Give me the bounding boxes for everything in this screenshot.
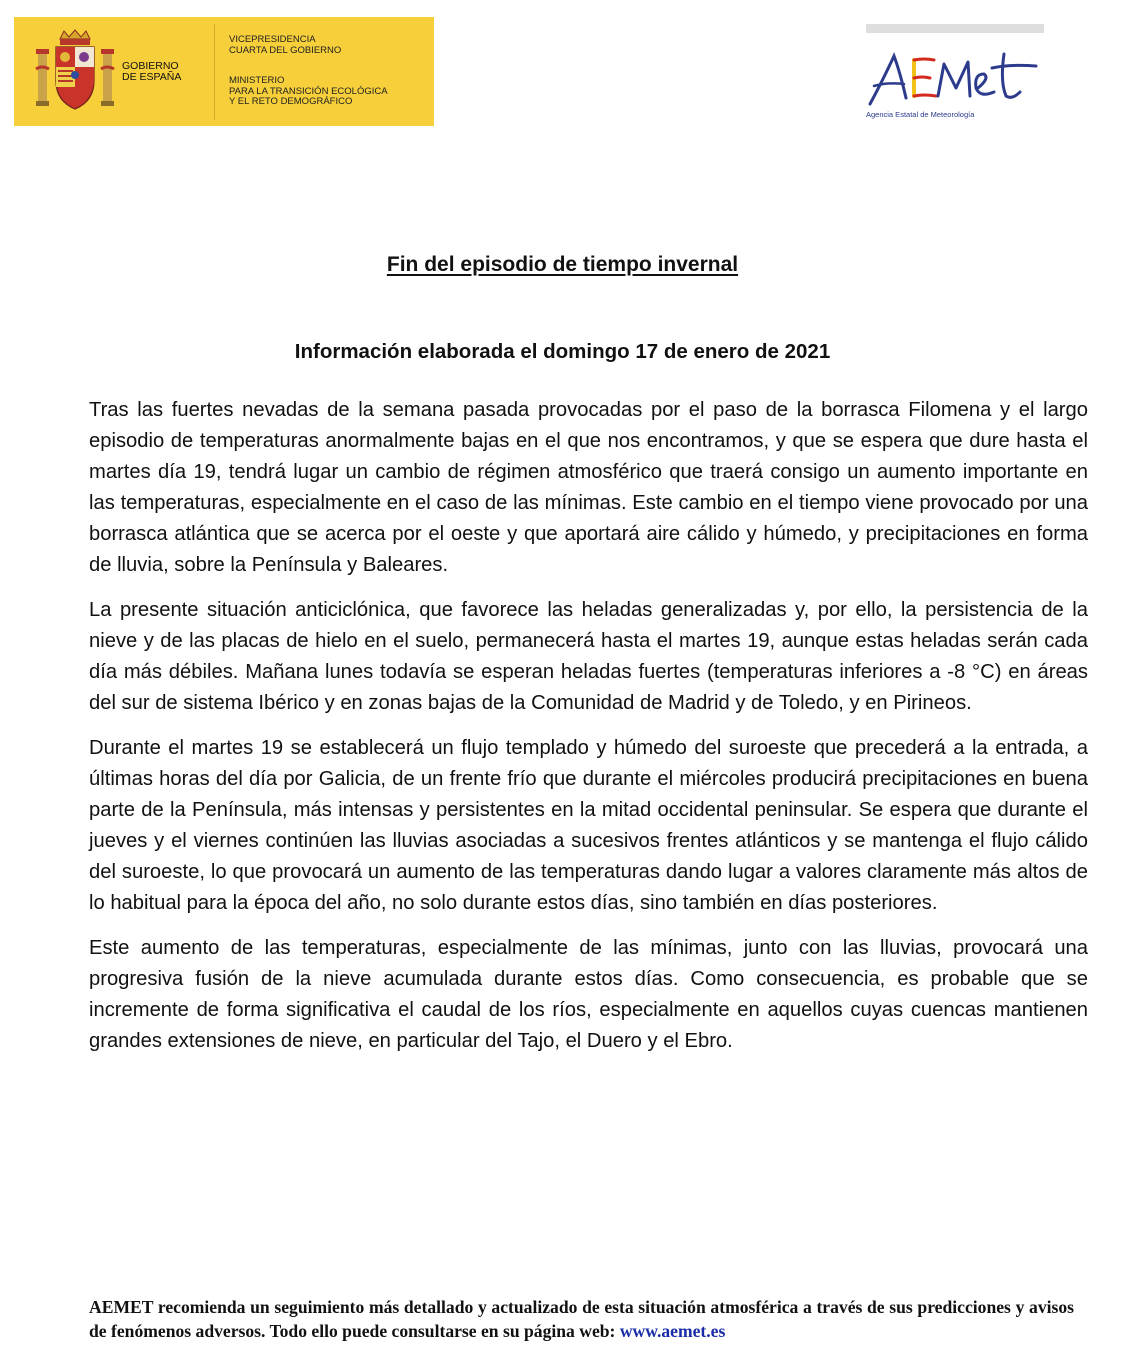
banner-divider bbox=[214, 24, 215, 120]
document-date-line: Información elaborada el domingo 17 de enero de 2021 bbox=[294, 340, 831, 363]
vicepresidency-line2: CUARTA DEL GOBIERNO bbox=[229, 44, 342, 56]
government-banner bbox=[14, 17, 434, 126]
government-name bbox=[122, 61, 200, 83]
footer-recommendation bbox=[89, 1295, 1074, 1343]
government-name-line1: GOBIERNO bbox=[122, 59, 179, 72]
document-title: Fin del episodio de tiempo invernal bbox=[386, 253, 739, 276]
aemet-logo-bar bbox=[866, 24, 1044, 33]
paragraph-2: La presente situación anticiclónica, que favorece las heladas generalizadas y, por ello, la persistencia de la nieve y de las placas de hielo en el suelo, permanecerá hasta el martes 19, aunque estas heladas serán cada día más débiles. Mañana lunes todavía se esperan heladas fuertes (temperaturas inferiores a -8 °C) en áreas del sur de sistema Ibérico y en zonas bajas de la Comunidad de Madrid y de Toledo, y en Pirineos. bbox=[89, 599, 1088, 714]
vicepresidency-label bbox=[229, 35, 429, 56]
paragraph-1: Tras las fuertes nevadas de la semana pasada provocadas por el paso de la borrasca Filomena y el largo episodio de temperaturas anormalmente bajas en el que nos encontramos, y que se espera que dure hasta el martes día 19, tendrá lugar un cambio de régimen atmosférico que traerá consigo un aumento importante en las temperaturas, especialmente en el caso de las mínimas. Este cambio en el tiempo viene provocado por una borrasca atlántica que se acerca por el oeste y que aportará aire cálido y húmedo, y precipitaciones en forma de lluvia, sobre la Península y Baleares. bbox=[89, 399, 1088, 576]
paragraph-4: Este aumento de las temperaturas, especialmente de las mínimas, junto con las lluvias, provocará una progresiva fusión de la nieve acumulada durante estos días. Como consecuencia, es probable que se incremente de forma significativa el caudal de los ríos, especialmente en aquellos cuyas cuencas mantienen grandes extensiones de nieve, en particular del Tajo, el Duero y el Ebro. bbox=[89, 937, 1088, 1052]
ministry-block bbox=[229, 35, 429, 108]
paragraph-3: Durante el martes 19 se establecerá un flujo templado y húmedo del suroeste que precederá a la entrada, a últimas horas del día por Galicia, de un frente frío que durante el miércoles producirá precipitaciones en buena parte de la Península, más intensas y persistentes en la mitad occidental peninsular. Se espera que durante el jueves y el viernes continúen las lluvias asociadas a sucesivos frentes atlánticos y se mantenga el flujo cálido del suroeste, lo que provocará un aumento de las temperaturas dando lugar a valores claramente más altos de lo habitual para la época del año, no solo durante estos días, sino también en días posteriores. bbox=[89, 737, 1088, 914]
ministry-label bbox=[229, 76, 429, 108]
footer-text: AEMET recomienda un seguimiento más detallado y actualizado de esta situación atmosférica a través de sus predicciones y avisos de fenómenos adversos. Todo ello puede consultarse en su página web: bbox=[89, 1297, 1074, 1341]
vicepresidency-line1: VICEPRESIDENCIA bbox=[229, 34, 316, 46]
aemet-website-link[interactable]: www.aemet.es bbox=[619, 1321, 726, 1341]
government-name-line2: DE ESPAÑA bbox=[122, 70, 182, 83]
document-body bbox=[89, 395, 1088, 1071]
aemet-logo bbox=[864, 24, 1046, 124]
ministry-line1: MINISTERIO bbox=[229, 75, 285, 87]
ministry-line3: Y EL RETO DEMOGRÁFICO bbox=[229, 96, 353, 108]
ministry-line2: PARA LA TRANSICIÓN ECOLÓGICA bbox=[229, 85, 388, 97]
coat-of-arms-icon bbox=[34, 29, 116, 115]
aemet-subtitle: Agencia Estatal de Meteorología bbox=[866, 110, 975, 119]
aemet-logo-icon bbox=[864, 42, 1044, 112]
